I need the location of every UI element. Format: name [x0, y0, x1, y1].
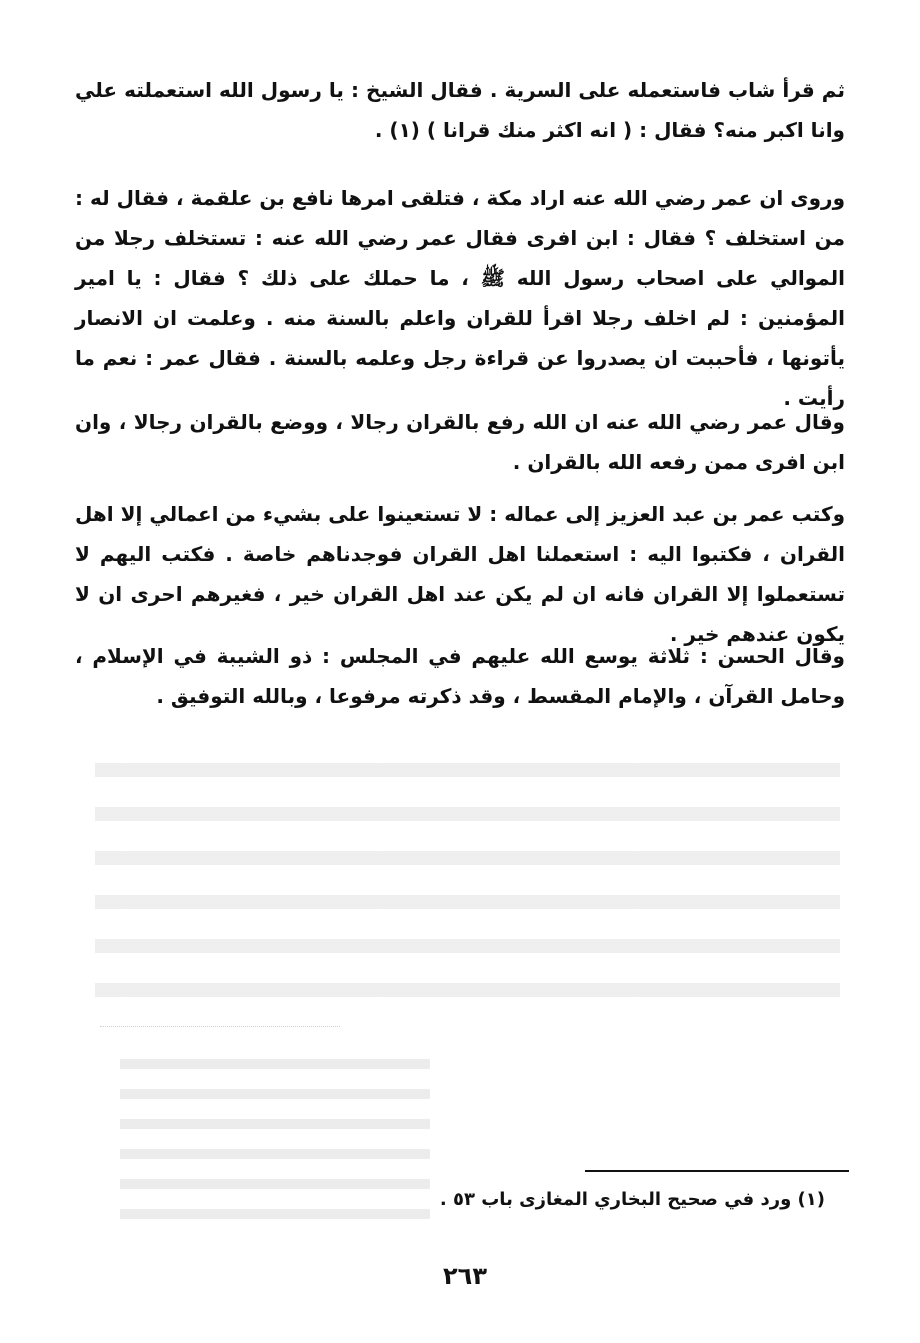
paragraph-text: وروى ان عمر رضي الله عنه اراد مكة ، فتلقى امرها نافع بن علقمة ، فقال له : من استخلف ؟ فقال : ابن افرى فقال عمر رضي الله عنه : تستخلف رجلا من الموالي على اصحاب رسول الله ﷺ ، ما حملك على ذلك ؟ فقال : يا امير المؤمنين : لم اخلف رجلا اقرأ للقران واعلم بالسنة منه . وعلمت ان الانصار يأتونها ، فأحببت ان يصدروا عن قراءة رجل وعلمه بالسنة . فقال عمر : نعم ما رأيت .: [75, 186, 845, 410]
paragraph-1: [75, 70, 845, 150]
paragraph-text: ثم قرأ شاب فاستعمله على السرية . فقال الشيخ : يا رسول الله استعملته علي وانا اكبر منه؟ فقال : ( انه اكثر منك قرانا ) (١) .: [75, 78, 845, 142]
paragraph-5: [75, 636, 845, 716]
paragraph-text: وقال الحسن : ثلاثة يوسع الله عليهم في المجلس : ذو الشيبة في الإسلام ، وحامل القرآن ، والإمام المقسط ، وقد ذكرته مرفوعا ، وبالله التوفيق .: [75, 644, 845, 708]
paragraph-4: [75, 494, 845, 654]
paragraph-text: وقال عمر رضي الله عنه ان الله رفع بالقران رجالا ، ووضع بالقران رجالا ، وان ابن افرى ممن رفعه الله بالقران .: [75, 410, 845, 474]
faded-bleedthrough-notes: [120, 1045, 430, 1225]
faded-divider: [100, 1026, 340, 1027]
paragraph-3: [75, 402, 845, 482]
page-number: ٢٦٣: [443, 1262, 487, 1290]
paragraph-2: [75, 178, 845, 418]
faded-bleedthrough-text: [95, 735, 840, 1005]
footnote-divider: [585, 1170, 849, 1172]
footnote: (١) ورد في صحيح البخاري المغازى باب ٥٣ .: [439, 1189, 825, 1210]
paragraph-text: وكتب عمر بن عبد العزيز إلى عماله : لا تستعينوا على بشيء من اعمالي إلا اهل القران ، فكتبوا اليه : استعملنا اهل القران فوجدناهم خاصة . فكتب اليهم لا تستعملوا إلا القران فانه ان لم يكن عند اهل القران خير ، فغيرهم احرى ان لا يكون عندهم خير .: [75, 502, 845, 646]
